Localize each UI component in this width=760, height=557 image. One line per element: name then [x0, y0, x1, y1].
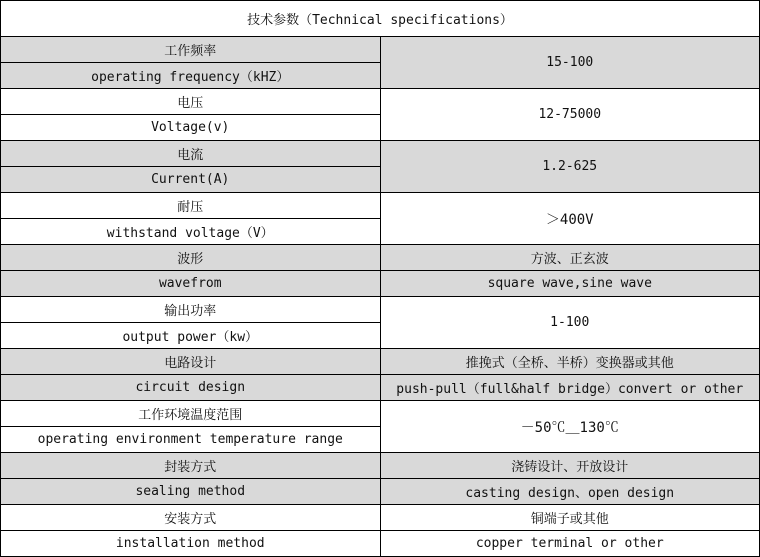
param-en-temperature: operating environment temperature range [1, 427, 381, 453]
param-cn-power: 输出功率 [1, 297, 381, 323]
param-en-current: Current(A) [1, 167, 381, 193]
param-cn-withstand: 耐压 [1, 193, 381, 219]
param-cn-voltage: 电压 [1, 89, 381, 115]
param-cn-frequency: 工作频率 [1, 37, 381, 63]
param-en-power: output power（kw） [1, 323, 381, 349]
value-withstand: ＞400V [380, 193, 760, 245]
param-cn-installation: 安装方式 [1, 505, 381, 531]
value-cn-installation: 铜端子或其他 [380, 505, 760, 531]
value-en-sealing: casting design、open design [380, 479, 760, 505]
param-en-waveform: wavefrom [1, 271, 381, 297]
value-cn-waveform: 方波、正玄波 [380, 245, 760, 271]
value-frequency: 15-100 [380, 37, 760, 89]
value-cn-circuit: 推挽式（全桥、半桥）变换器或其他 [380, 349, 760, 375]
value-en-waveform: square wave,sine wave [380, 271, 760, 297]
param-en-voltage: Voltage(v) [1, 115, 381, 141]
param-en-frequency: operating frequency（kHZ） [1, 63, 381, 89]
param-cn-waveform: 波形 [1, 245, 381, 271]
value-cn-sealing: 浇铸设计、开放设计 [380, 453, 760, 479]
value-en-installation: copper terminal or other [380, 531, 760, 557]
param-en-withstand: withstand voltage（V） [1, 219, 381, 245]
param-cn-sealing: 封装方式 [1, 453, 381, 479]
value-power: 1-100 [380, 297, 760, 349]
param-en-installation: installation method [1, 531, 381, 557]
param-en-sealing: sealing method [1, 479, 381, 505]
value-en-circuit: push-pull（full&half bridge）convert or other [380, 375, 760, 401]
param-cn-circuit: 电路设计 [1, 349, 381, 375]
table-title: 技术参数（Technical specifications） [1, 1, 760, 37]
param-en-circuit: circuit design [1, 375, 381, 401]
param-cn-temperature: 工作环境温度范围 [1, 401, 381, 427]
param-cn-current: 电流 [1, 141, 381, 167]
value-current: 1.2-625 [380, 141, 760, 193]
value-temperature: －50℃＿130℃ [380, 401, 760, 453]
value-voltage: 12-75000 [380, 89, 760, 141]
